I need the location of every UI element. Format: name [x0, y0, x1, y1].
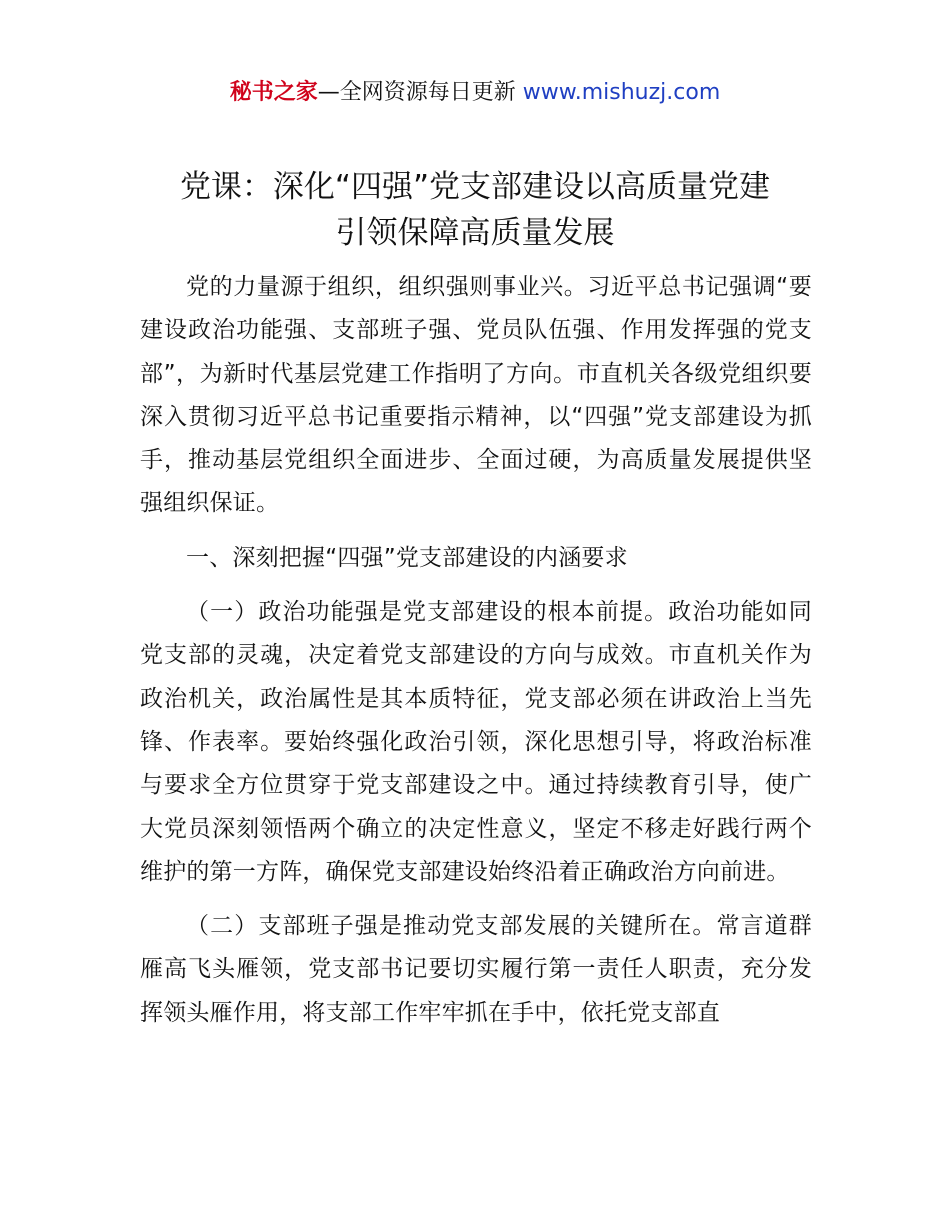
paragraph-political-function: （一）政治功能强是党支部建设的根本前提。政治功能如同党支部的灵魂，决定着党支部建设的方向与成效。市直机关作为政治机关，政治属性是其本质特征，党支部必须在讲政治上当先锋、作表率。要始终强化政治引领，深化思想引导，将政治标准与要求全方位贯穿于党支部建设之中。通过持续教育引导，使广大党员深刻领悟两个确立的决定性意义，坚定不移走好践行两个维护的第一方阵，确保党支部建设始终沿着正确政治方向前进。 [140, 599, 812, 885]
site-tagline: —全网资源每日更新 [317, 80, 523, 105]
document-body [140, 266, 812, 1035]
document-title-line-2: 引领保障高质量发展 [335, 215, 615, 251]
paragraph-branch-leadership: （二）支部班子强是推动党支部发展的关键所在。常言道群雁高飞头雁领，党支部书记要切实履行第一责任人职责，充分发挥领头雁作用，将支部工作牢牢抓在手中，依托党支部直 [140, 913, 812, 1026]
document-title [100, 164, 850, 256]
site-header [0, 76, 950, 110]
site-brand: 秘书之家 [229, 80, 318, 105]
intro-paragraph: 党的力量源于组织，组织强则事业兴。习近平总书记强调“要建设政治功能强、支部班子强、党员队伍强、作用发挥强的党支部”，为新时代基层党建工作指明了方向。市直机关各级党组织要深入贯彻习近平总书记重要指示精神，以“四强”党支部建设为抓手，推动基层党组织全面进步、全面过硬，为高质量发展提供坚强组织保证。 [140, 274, 812, 517]
section-heading-1: 一、深刻把握“四强”党支部建设的内涵要求 [186, 544, 628, 571]
document-title-line-1: 党课：深化“四强”党支部建设以高质量党建 [179, 169, 771, 205]
site-url-link[interactable]: www.mishuzj.com [522, 80, 721, 105]
